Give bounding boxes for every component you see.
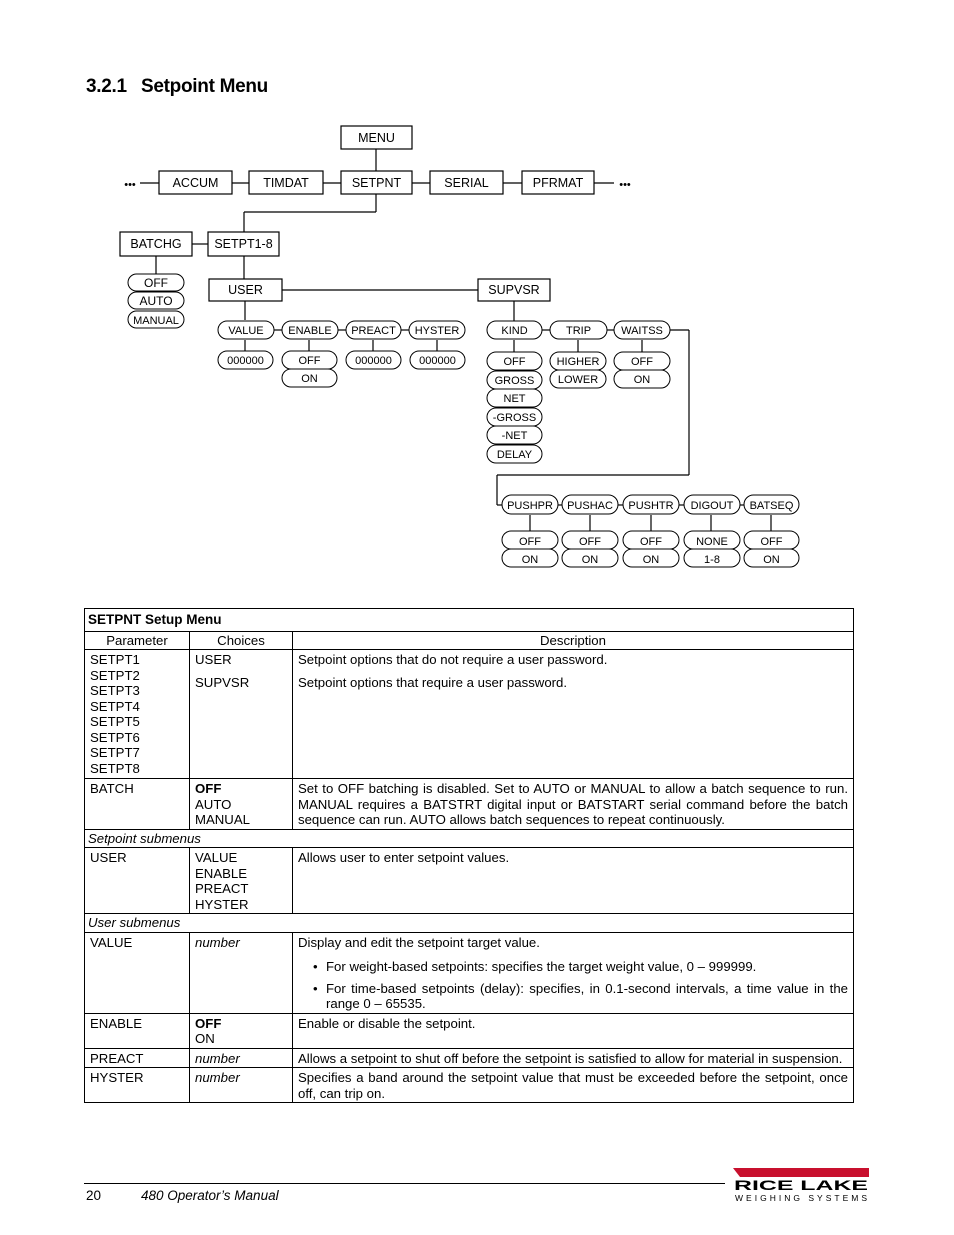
desc-supvsr: Setpoint options that require a user password. <box>298 674 568 690</box>
pushtr-opt: ON <box>642 554 660 566</box>
param-trip: TRIP <box>565 325 592 337</box>
choice-preact: PREACT <box>195 881 249 896</box>
trip-opt-higher: HIGHER <box>556 356 600 368</box>
param-batseq: BATSEQ <box>749 500 794 512</box>
setpnt-setup-table <box>84 608 854 1103</box>
page-number: 20 <box>86 1188 102 1203</box>
batchg-opt-off: OFF <box>144 276 168 290</box>
waitss-opt-off: OFF <box>631 356 653 368</box>
choice-number: number <box>190 1068 293 1103</box>
table-row-enable <box>85 1013 854 1048</box>
param-setpt8: SETPT8 <box>90 760 140 776</box>
left-ellipsis: ••• <box>124 179 136 191</box>
digout-opt: NONE <box>696 536 728 548</box>
manual-title: 480 Operator’s Manual <box>141 1188 279 1203</box>
setpnt-label: SETPNT <box>351 176 402 190</box>
desc-preact: Allows a setpoint to shut off before the setpoint is satisfied to allow for material in suspension. <box>293 1048 854 1068</box>
pushac-opt: OFF <box>579 536 601 548</box>
kind-opt: -NET <box>501 430 528 442</box>
param-setpt3: SETPT3 <box>90 683 140 698</box>
accum-label: ACCUM <box>172 176 219 190</box>
batseq-opt: OFF <box>760 536 783 548</box>
desc-user-row: Allows user to enter setpoint values. <box>293 848 854 914</box>
rice-lake-logo <box>730 1168 870 1208</box>
param-enable: ENABLE <box>85 1013 190 1048</box>
section-row-user-submenus: User submenus <box>85 914 854 933</box>
pfrmat-label: PFRMAT <box>532 176 584 190</box>
param-setpt6: SETPT6 <box>90 729 140 745</box>
param-hyster: HYSTER <box>414 325 460 337</box>
desc-enable: Enable or disable the setpoint. <box>293 1013 854 1048</box>
param-pushtr: PUSHTR <box>628 500 674 512</box>
table-row-hyster <box>85 1068 854 1103</box>
param-setpt2: SETPT2 <box>90 667 140 683</box>
digout-opt: 1-8 <box>704 554 720 566</box>
setpt-label: SETPT1-8 <box>214 237 273 251</box>
section-title: Setpoint Menu <box>141 76 268 97</box>
kind-opt: NET <box>503 393 526 405</box>
param-pushpr: PUSHPR <box>507 500 553 512</box>
preact-opt: 000000 <box>355 355 392 367</box>
waitss-opt-on: ON <box>633 374 651 386</box>
param-setpt4: SETPT4 <box>90 698 140 714</box>
param-setpt7: SETPT7 <box>90 745 140 760</box>
batseq-opt: ON <box>763 554 780 566</box>
table-row-value <box>85 932 854 1013</box>
choice-on: ON <box>195 1031 215 1046</box>
table-row-setpt <box>85 650 854 779</box>
param-setpt5: SETPT5 <box>90 714 140 729</box>
section-number: 3.2.1 <box>86 76 127 97</box>
kind-opt: OFF <box>503 356 526 368</box>
table-row-batch <box>85 779 854 830</box>
desc-value: Display and edit the setpoint target value. <box>298 934 540 950</box>
value-opt: 000000 <box>227 355 264 367</box>
param-user: USER <box>85 848 190 914</box>
timdat-label: TIMDAT <box>263 176 309 190</box>
logo-main-text: RICE LAKE <box>734 1177 868 1193</box>
param-pushac: PUSHAC <box>567 500 613 512</box>
param-preact: PREACT <box>85 1048 190 1068</box>
choice-value: VALUE <box>195 850 238 865</box>
serial-label: SERIAL <box>444 176 489 190</box>
trip-opt-lower: LOWER <box>557 374 599 386</box>
batchg-label: BATCHG <box>130 237 182 251</box>
kind-opt: -GROSS <box>492 412 537 424</box>
param-digout: DIGOUT <box>690 500 734 512</box>
table-row-user <box>85 848 854 914</box>
param-enable: ENABLE <box>288 325 332 337</box>
kind-opt: DELAY <box>496 449 533 461</box>
user-label: USER <box>228 283 263 297</box>
enable-opt-off: OFF <box>298 355 321 367</box>
right-ellipsis: ••• <box>619 179 631 191</box>
param-batch: BATCH <box>85 779 190 830</box>
header-description: Description <box>293 631 854 650</box>
param-waitss: WAITSS <box>621 325 663 337</box>
logo-sub-text: WEIGHING SYSTEMS <box>735 1193 867 1203</box>
param-kind: KIND <box>501 325 528 337</box>
pushtr-opt: OFF <box>640 536 662 548</box>
choice-number: number <box>190 932 293 1013</box>
bullet-time: • For time-based setpoints (delay): specifies, in 0.1-second intervals, a time value in the range 0 – 65535. <box>298 981 848 1012</box>
bullet-weight: • For weight-based setpoints: specifies the target weight value, 0 – 999999. <box>298 959 848 975</box>
choice-off: OFF <box>195 1015 222 1031</box>
param-value: VALUE <box>85 932 190 1013</box>
choice-hyster: HYSTER <box>195 896 249 912</box>
table-row-preact <box>85 1048 854 1068</box>
section-row-setpoint-submenus: Setpoint submenus <box>85 829 854 848</box>
choice-number: number <box>190 1048 293 1068</box>
pushpr-opt: OFF <box>519 536 541 548</box>
supvsr-label: SUPVSR <box>488 283 540 297</box>
pushpr-opt: ON <box>521 554 539 566</box>
desc-user: Setpoint options that do not require a user password. <box>298 652 608 667</box>
hyster-opt: 000000 <box>419 355 456 367</box>
param-hyster: HYSTER <box>85 1068 190 1103</box>
choice-manual: MANUAL <box>195 812 250 827</box>
param-setpt1: SETPT1 <box>90 652 140 667</box>
enable-opt-on: ON <box>301 373 318 385</box>
batchg-opt-auto: AUTO <box>139 294 173 308</box>
choice-enable: ENABLE <box>195 865 248 881</box>
choice-user: USER <box>195 652 232 667</box>
choice-supvsr: SUPVSR <box>195 674 250 690</box>
header-parameter: Parameter <box>85 631 190 650</box>
pushac-opt: ON <box>581 554 599 566</box>
choice-auto: AUTO <box>195 796 232 812</box>
desc-hyster: Specifies a band around the setpoint value that must be exceeded before the setpoint, once off, can trip on. <box>293 1068 854 1103</box>
batchg-opt-manual: MANUAL <box>133 315 179 327</box>
param-preact: PREACT <box>351 325 396 337</box>
choice-off: OFF <box>195 781 222 796</box>
footer-rule <box>84 1183 725 1184</box>
menu-label: MENU <box>358 131 395 145</box>
header-choices: Choices <box>190 631 293 650</box>
kind-opt: GROSS <box>494 375 535 387</box>
setpoint-menu-diagram <box>0 0 954 600</box>
table-title: SETPNT Setup Menu <box>85 609 854 632</box>
desc-batch: Set to OFF batching is disabled. Set to AUTO or MANUAL to allow a batch sequence to run. MANUAL requires a BATSTRT digital input or BATSTART serial command before the batch sequence can run. AUTO allows batch sequences to repeat continuously. <box>293 779 854 830</box>
param-value: VALUE <box>228 325 264 337</box>
table-header-row <box>85 631 854 650</box>
